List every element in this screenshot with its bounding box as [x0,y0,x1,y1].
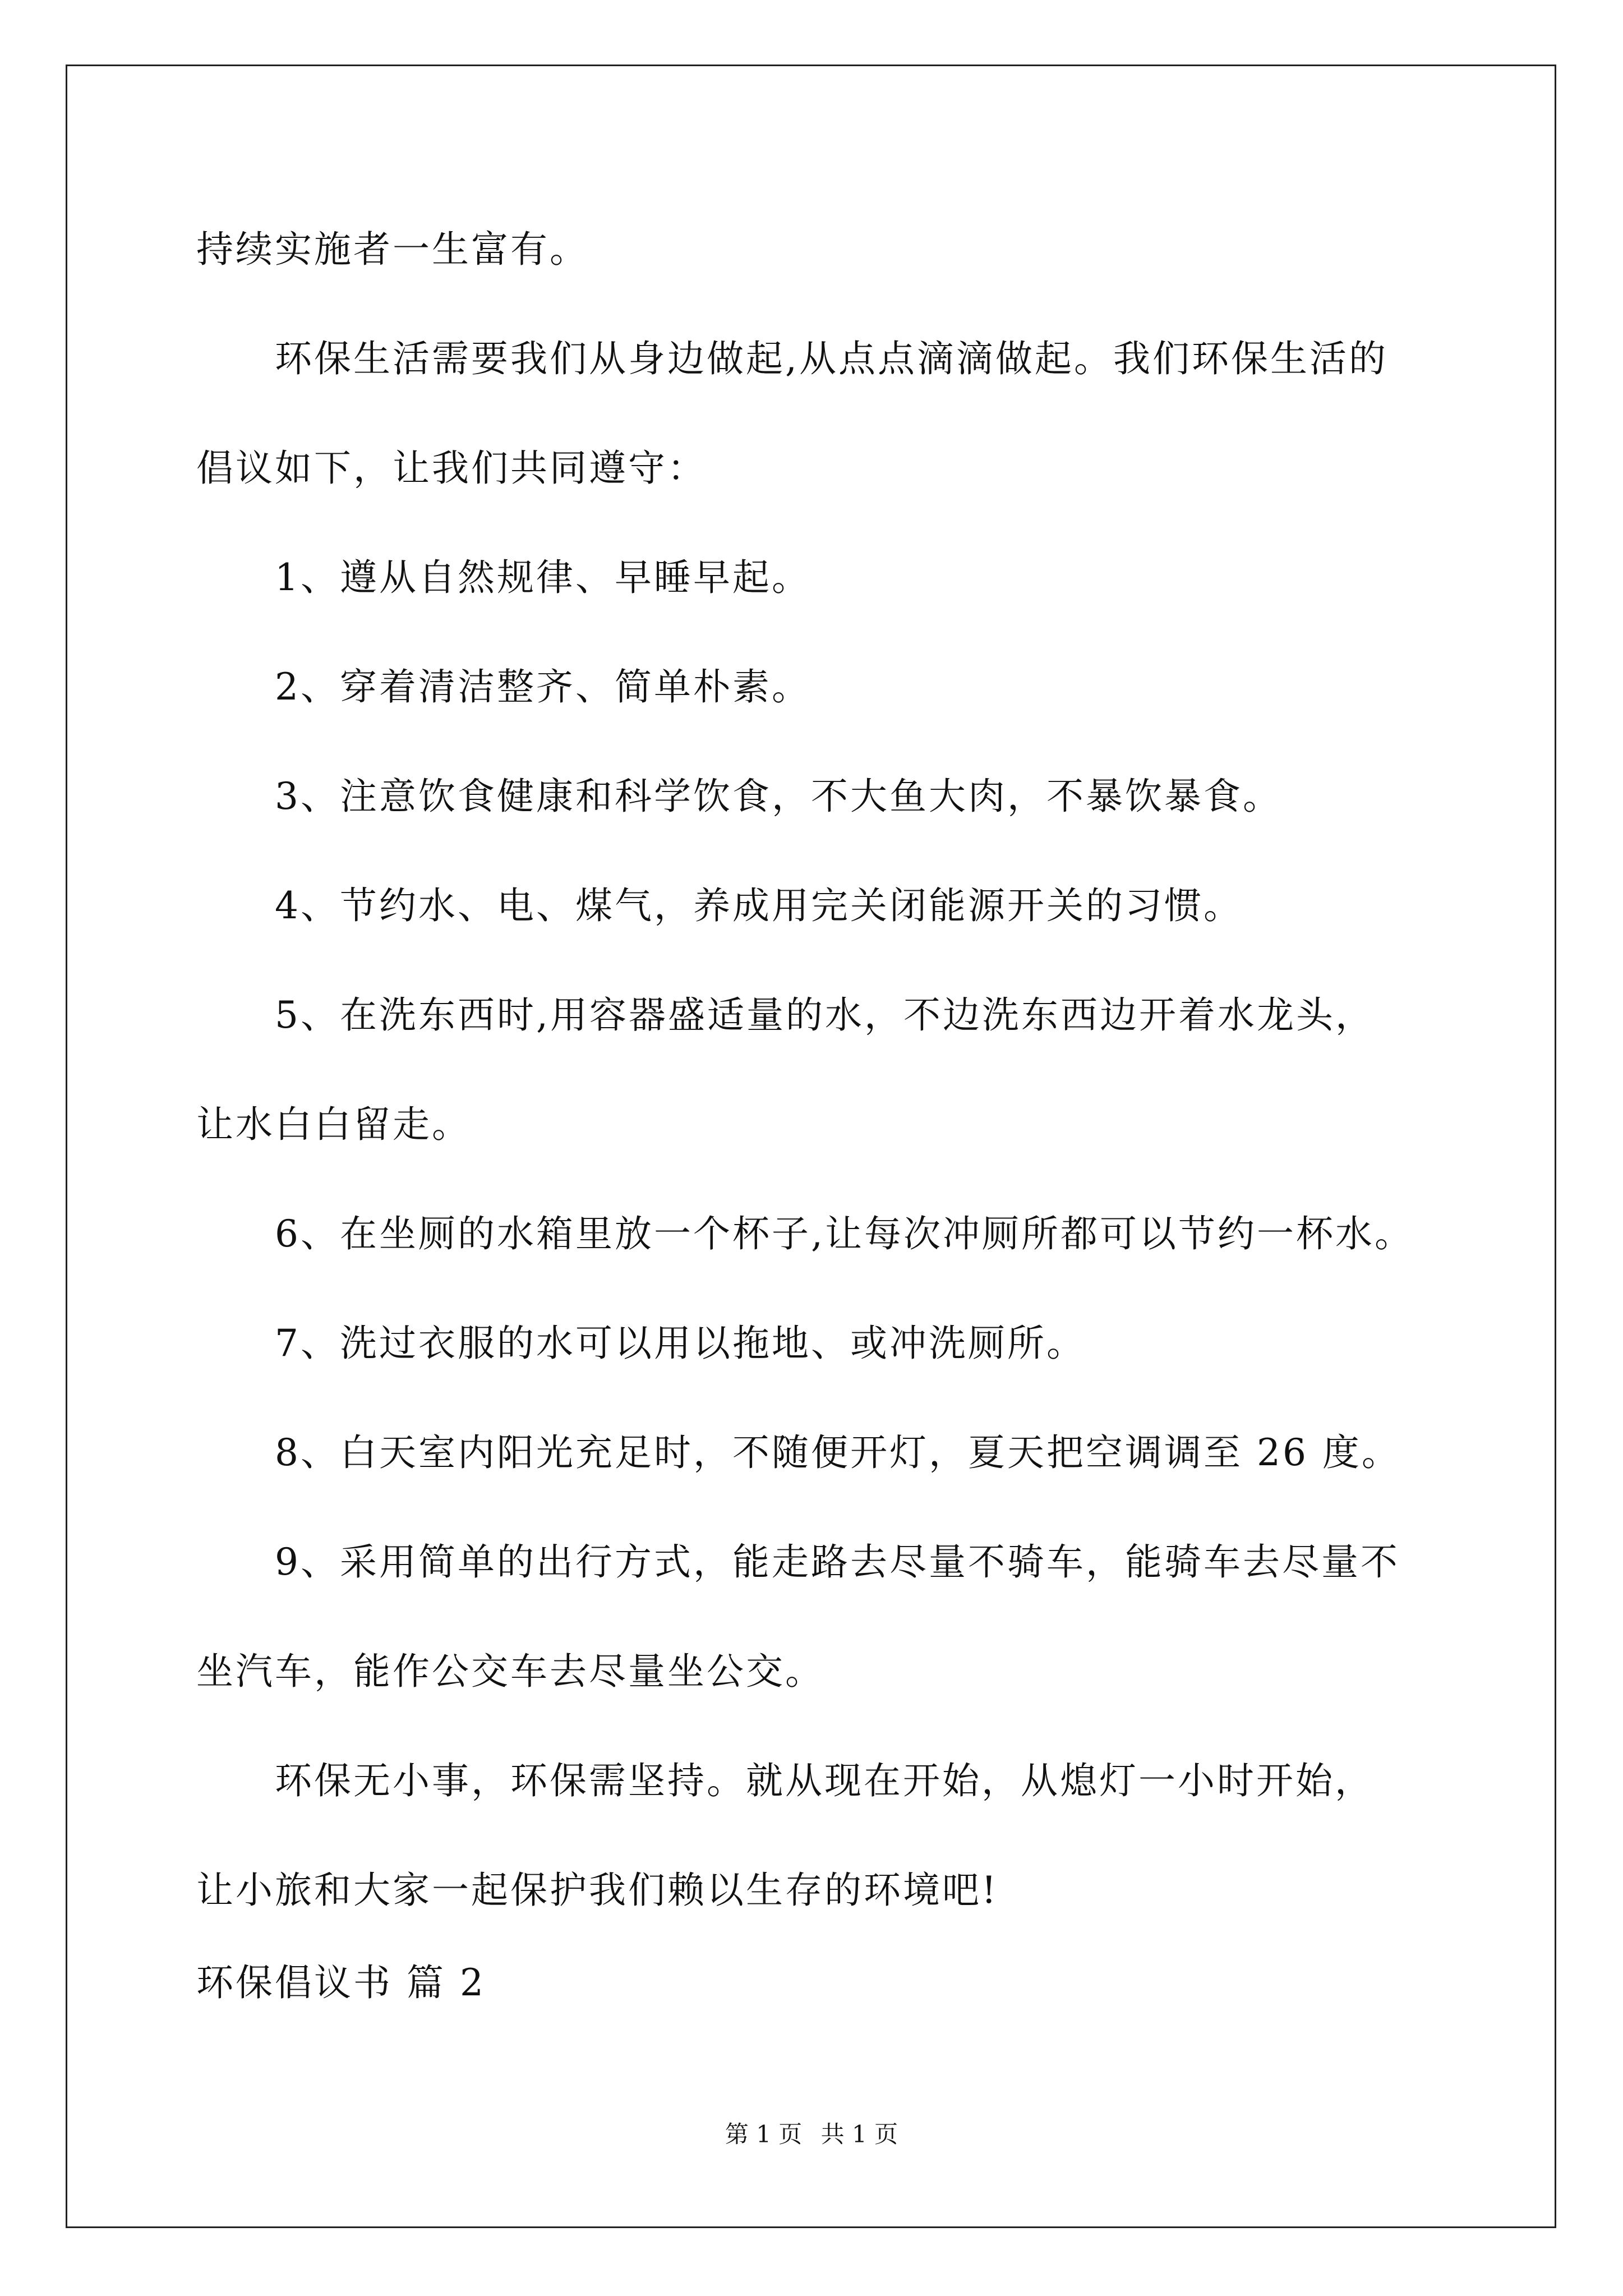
section-heading: 环保倡议书 篇 2 [196,1961,486,2004]
paragraph-line: 环保无小事，环保需坚持。就从现在开始，从熄灯一小时开始， [275,1759,1374,1802]
list-item-4: 4、节约水、电、煤气，养成用完关闭能源开关的习惯。 [275,884,1243,927]
page-footer [0,2118,1623,2151]
list-item-5: 5、在洗东西时,用容器盛适量的水，不边洗东西边开着水龙头， [275,993,1375,1037]
page-total: 共 1 页 [820,2120,898,2148]
paragraph-line: 环保生活需要我们从身边做起,从点点滴滴做起。我们环保生活的 [275,337,1388,380]
page-number: 第 1 页 [725,2120,803,2148]
paragraph-line: 让水白白留走。 [196,1103,471,1146]
list-item-7: 7、洗过衣服的水可以用以拖地、或冲洗厕所。 [275,1322,1086,1365]
paragraph-line: 持续实施者一生富有。 [196,228,589,271]
paragraph-line: 让小旅和大家一起保护我们赖以生存的环境吧! [196,1869,999,1912]
paragraph-line: 坐汽车，能作公交车去尽量坐公交。 [196,1650,824,1693]
list-item-2: 2、穿着清洁整齐、简单朴素。 [275,665,811,708]
list-item-9: 9、采用简单的出行方式，能走路去尽量不骑车，能骑车去尽量不 [275,1540,1400,1584]
list-item-1: 1、遵从自然规律、早睡早起。 [275,556,811,599]
paragraph-line: 倡议如下，让我们共同遵守： [196,447,707,490]
list-item-6: 6、在坐厕的水箱里放一个杯子,让每次冲厕所都可以节约一杯水。 [275,1212,1414,1255]
list-item-8: 8、白天室内阳光充足时，不随便开灯，夏天把空调调至 26 度。 [275,1431,1401,1474]
list-item-3: 3、注意饮食健康和科学饮食，不大鱼大肉，不暴饮暴食。 [275,775,1282,818]
